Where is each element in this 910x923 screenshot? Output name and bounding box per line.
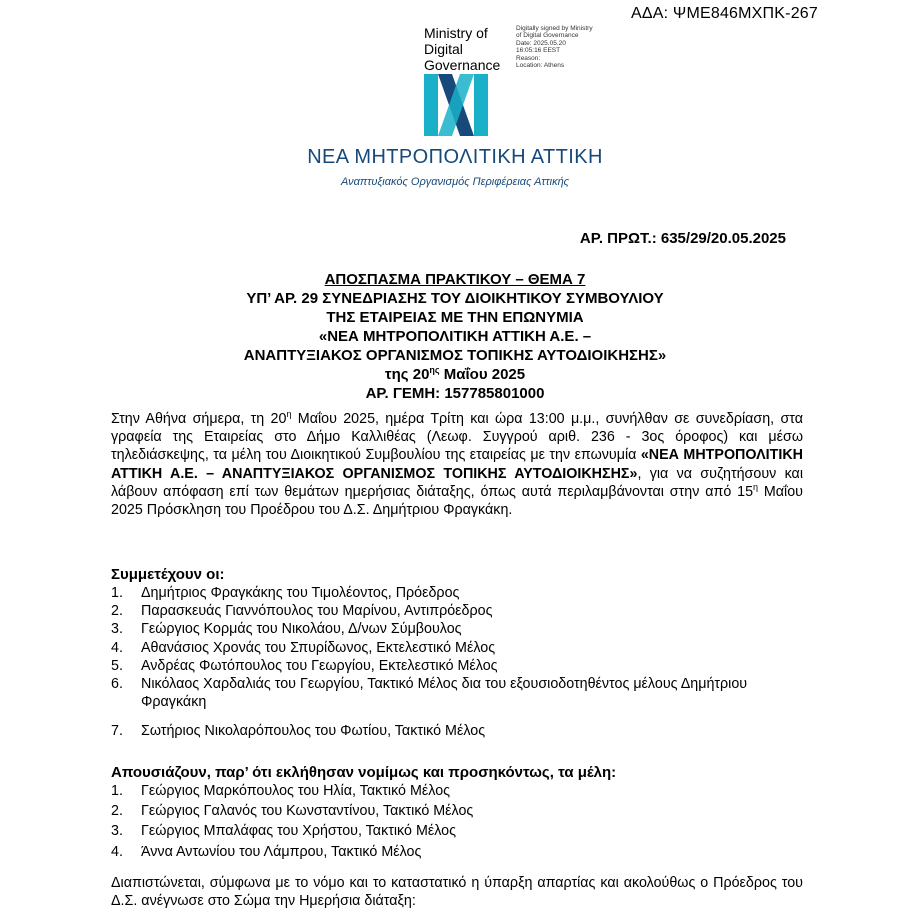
item-text: Παρασκευάς Γιαννόπουλος του Μαρίνου, Αντιπρόεδρος (141, 603, 493, 620)
present-list (111, 584, 811, 741)
item-text: Αθανάσιος Χρονάς του Σπυρίδωνος, Εκτελεστικό Μέλος (141, 639, 496, 656)
list-item (111, 782, 811, 800)
item-number: 7. (111, 723, 123, 740)
item-number: 2. (111, 603, 123, 620)
item-number: 5. (111, 657, 123, 674)
ministry-line: Ministry of (424, 25, 488, 41)
item-text: Γεώργιος Κορμάς του Νικολάου, Δ/νων Σύμβουλος (141, 621, 462, 638)
list-item (111, 822, 811, 840)
ministry-line: Governance (424, 57, 501, 73)
present-title: Συμμετέχουν οι: (111, 566, 225, 583)
list-item (111, 722, 811, 740)
ministry-line: Digital (424, 41, 463, 57)
list-item (111, 620, 811, 638)
heading-title: ΑΠΟΣΠΑΣΜΑ ΠΡΑΚΤΙΚΟΥ – ΘΕΜΑ 7 (324, 271, 586, 288)
signature-line: Date: 2025.05.20 (516, 39, 566, 47)
item-number: 1. (111, 585, 123, 601)
list-item (111, 639, 811, 657)
org-subtitle: Αναπτυξιακός Οργανισμός Περιφέρειας Αττικής (340, 176, 570, 188)
heading-date (0, 365, 910, 384)
item-number: 2. (111, 803, 123, 820)
item-number: 6. (111, 676, 123, 693)
item-text: Νικόλαος Χαρδαλιάς του Γεωργίου, Τακτικό Μέλος δια του εξουσιοδοτηθέντος μέλους Δημήτριου Φραγκάκη (141, 676, 748, 711)
closing-paragraph: Διαπιστώνεται, σύμφωνα με το νόμο και το καταστατικό η ύπαρξη απαρτίας και ακολούθως ο Πρόεδρος του Δ.Σ. ανέγνωσε στο Σώμα την Ημερήσια διάταξη: (111, 875, 803, 910)
list-item (111, 602, 811, 620)
item-number: 3. (111, 823, 123, 840)
heading-date-sup: ης (429, 365, 440, 375)
item-number: 1. (111, 783, 123, 799)
signature-line: Reason: (516, 54, 541, 62)
protocol-number: ΑΡ. ΠΡΩΤ.: 635/29/20.05.2025 (579, 230, 786, 247)
intro-text: Στην Αθήνα σήμερα, τη 20 (111, 411, 287, 427)
heading-date-post: Μαΐου 2025 (439, 366, 526, 383)
document-heading (0, 270, 910, 403)
item-text: Ανδρέας Φωτόπουλος του Γεωργίου, Εκτελεστικό Μέλος (141, 657, 498, 674)
digital-signature (516, 25, 593, 69)
logo-icon (422, 74, 490, 136)
item-text: Γεώργιος Γαλανός του Κωνσταντίνου, Τακτικό Μέλος (141, 803, 474, 820)
heading-line: ΤΗΣ ΕΤΑΙΡΕΙΑΣ ΜΕ ΤΗΝ ΕΠΩΝΥΜΙΑ (326, 309, 584, 326)
heading-line: ΑΝΑΠΤΥΞΙΑΚΟΣ ΟΡΓΑΝΙΣΜΟΣ ΤΟΠΙΚΗΣ ΑΥΤΟΔΙΟΙΚΗΣΗΣ» (243, 347, 667, 364)
intro-text: Μαΐου 2025, ημέρα Τρίτη και ώρα 13:00 μ.μ., συνήλθαν σε συνεδρίαση, στα γραφεία της Εταιρείας στο Δήμο Καλλιθέας (Λεωφ. Συγγρού αριθ. 236 - 3ος όροφος) και μέσω τηλεδιάσκεψης, τα μέλη του Διοικητικού Συμβουλίου της εταιρείας με την επωνυμία (111, 411, 803, 464)
list-item (111, 802, 811, 820)
item-number: 4. (111, 843, 123, 860)
item-text: Δημήτριος Φραγκάκης του Τιμολέοντος, Πρόεδρος (141, 585, 460, 601)
intro-text: , για να συζητήσουν και λάβουν απόφαση επί των θεμάτων ημερήσιας διάταξης, όπως αυτά περιλαμβάνονται στην από 15 (111, 465, 803, 500)
intro-paragraph (111, 410, 803, 519)
absent-list (111, 782, 811, 861)
heading-line: ΥΠ’ ΑΡ. 29 ΣΥΝΕΔΡΙΑΣΗΣ ΤΟΥ ΔΙΟΙΚΗΤΙΚΟΥ ΣΥΜΒΟΥΛΙΟΥ (246, 290, 664, 307)
intro-company-name: «ΝΕΑ ΜΗΤΡΟΠΟΛΙΤΙΚΗ ΑΤΤΙΚΗ Α.Ε. – ΑΝΑΠΤΥΞΙΑΚΟΣ ΟΡΓΑΝΙΣΜΟΣ ΤΟΠΙΚΗΣ ΑΥΤΟΔΙΟΙΚΗΣΗΣ» (111, 447, 803, 482)
intro-sup: η (286, 409, 292, 420)
list-item (111, 584, 811, 602)
heading-line: «ΝΕΑ ΜΗΤΡΟΠΟΛΙΤΙΚΗ ΑΤΤΙΚΗ Α.Ε. – (318, 328, 592, 345)
signature-line: 16:05:16 EEST (516, 47, 561, 55)
item-text: Σωτήριος Νικολαρόπουλος του Φωτίου, Τακτικό Μέλος (141, 723, 486, 740)
item-text: Γεώργιος Μπαλάφας του Χρήστου, Τακτικό Μέλος (141, 823, 456, 840)
org-name: ΝΕΑ ΜΗΤΡΟΠΟΛΙΤΙΚΗ ΑΤΤΙΚΗ (307, 146, 603, 168)
item-number: 3. (111, 621, 123, 638)
ministry-label (424, 25, 500, 73)
intro-text: Μαΐου 2025 Πρόσκληση του Προέδρου του Δ.Σ. Δημήτριου Φραγκάκη. (111, 483, 804, 519)
intro-sup: η (753, 482, 759, 493)
list-item (111, 843, 811, 861)
item-number: 4. (111, 639, 123, 656)
ada-code: ΑΔΑ: ΨΜΕ846ΜΧΠΚ-267 (630, 5, 818, 22)
list-item (111, 657, 811, 675)
heading-date-pre: της 20 (384, 366, 430, 383)
list-item (111, 675, 811, 711)
item-text: Άννα Αντωνίου του Λάμπρου, Τακτικό Μέλος (141, 843, 422, 860)
signature-line: Digitally signed by Ministry (516, 25, 593, 32)
heading-gemi: ΑΡ. ΓΕΜΗ: 157785801000 (365, 385, 545, 402)
absent-title: Απουσιάζουν, παρ’ ότι εκλήθησαν νομίμως και προσηκόντως, τα μέλη: (111, 764, 617, 781)
signature-line: Location: Athens (516, 62, 565, 70)
signature-line: of Digital Governance (516, 32, 579, 40)
item-text: Γεώργιος Μαρκόπουλος του Ηλία, Τακτικό Μέλος (141, 783, 451, 799)
